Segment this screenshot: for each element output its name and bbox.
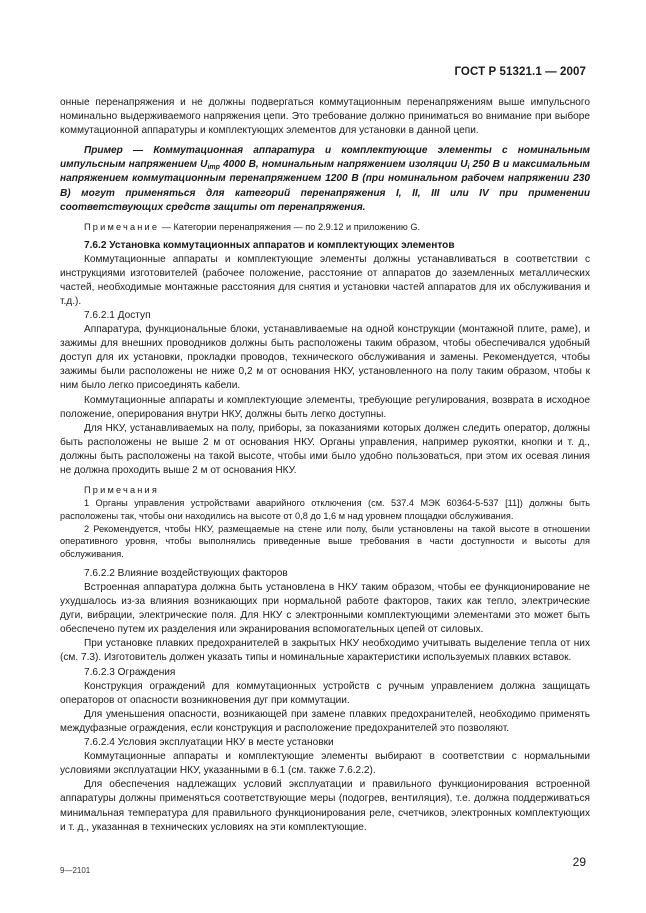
- section-7-6-2-3-title: 7.6.2.3 Ограждения: [84, 666, 176, 678]
- example-part-1: Пример — Коммутационная аппаратура и комплектующие элементы с номинальным импульсным напряжением U: [60, 145, 590, 171]
- section-7-6-2-4-p1: Коммутационные аппараты и комплектующие элементы выбирают в соответствии с нормальными условиями эксплуатации НКУ, указанными в 6.1 (см. также 7.6.2.2).: [60, 751, 590, 777]
- section-7-6-2-2-title: 7.6.2.2 Влияние воздействующих факторов: [84, 567, 288, 579]
- section-7-6-2-1-title: 7.6.2.1 Доступ: [84, 310, 151, 322]
- print-code: 9—2101: [60, 866, 91, 875]
- section-7-6-2-3-p2: Для уменьшения опасности, возникающей при замене плавких предохранителей, необходимо применять междуфазные ограждения, если конструкция и расположение предохранителей это позволяют.: [60, 708, 590, 734]
- note-text: — Категории перенапряжения — по 2.9.12 и приложению G.: [159, 221, 421, 232]
- section-7-6-2-title: 7.6.2 Установка коммутационных аппаратов и комплектующих элементов: [84, 239, 455, 251]
- note-2-wall-floor-mounting: 2 Рекомендуется, чтобы НКУ, размещаемые на стене или полу, были установлены на такой высоте в отношении оперативного уровня, чтобы выполнялись приведенные выше требования в части доступности и высоты для обслуживания.: [60, 523, 590, 560]
- section-7-6-2-text: Коммутационные аппараты и комплектующие элементы должны устанавливаться в соответствии с инструкциями изготовителей (рабочее положение, расстояние от аппаратов до заземленных металлических частей, необходимые монтажные расстояния для снятия и установки частей аппаратов для их обслуживания и т.д.).: [60, 253, 590, 307]
- section-7-6-2-1-p2: Коммутационные аппараты и комплектующие элементы, требующие регулирования, возврата в исходное положение, оперирования внутри НКУ, должны быть легко доступны.: [60, 394, 590, 420]
- section-7-6-2-4-p2: Для обеспечения надлежащих условий эксплуатации и правильного функционирования встроенной аппаратуры должны применяться соответствующие меры (подогрев, вентиляция), т.е. должна поддерживаться минимальная температура для правильного функционирования реле, счетчиков, электронных комплектующих и т. д., указанная в технических условиях на эти комплектующие.: [60, 779, 590, 833]
- section-7-6-2-1-p3: Для НКУ, устанавливаемых на полу, приборы, за показаниями которых должен следить оператор, должны быть расположены не выше 2 м от основания НКУ. Органы управления, например рукоятки, кнопки и т. д., должны быть расположены на такой высоте, чтобы ими было удобно пользоваться, при этом их осевая линия не должна проходить выше 2 м от основания НКУ.: [60, 422, 590, 477]
- page-body: [60, 96, 590, 835]
- section-7-6-2-3-p1: Конструкция ограждений для коммутационных устройств с ручным управлением должна защищать операторов от опасности возникновения дуг при коммутации.: [60, 680, 590, 706]
- example-part-2: 4000 В, номинальным напряжением изоляции U: [219, 159, 468, 171]
- section-7-6-2-2-p1: Встроенная аппаратура должна быть установлена в НКУ таким образом, чтобы ее функционирование не ухудшалось из-за влияния возникающих при нормальной работе факторов, таких как тепло, электрические дуги, вибрации, электрические поля. Для НКУ с электронными комплектующими элементами это может быть обеспечено путем их разделения или экранирования вспомогательных цепей от силовых.: [60, 582, 590, 636]
- example-part-3: 250 В и максимальным напряжением коммутационным перенапряжением 1200 В (при номинальном рабочем напряжении 230 В) могут применяться для категорий перенапряжения I, II, III или IV при применении соответствующих средств защиты от перенапряжения.: [60, 159, 590, 213]
- example-paragraph: [60, 144, 590, 214]
- section-7-6-2-4-title: 7.6.2.4 Условия эксплуатации НКУ в месте установки: [84, 737, 334, 749]
- note-1-emergency-controls: 1 Органы управления устройствами аварийного отключения (см. 537.4 МЭК 60364-5-537 [11]) должны быть расположены так, чтобы они находились на высоте от 0,8 до 1,6 м над уровнем площадки обслуживания.: [60, 497, 590, 521]
- document-id-header: ГОСТ Р 51321.1 — 2007: [454, 66, 586, 78]
- paragraph-continuation: онные перенапряжения и не должны подвергаться коммутационным перенапряжениям выше импульсного номинально выдерживаемого напряжения цепи. Это требование должно приниматься во внимание при выборе коммутационной аппаратуры и комплектующих элементов для установки в данной цепи.: [60, 97, 590, 137]
- page-number: 29: [572, 855, 586, 869]
- notes-label: Примечания: [84, 485, 160, 496]
- note-overvoltage-categories: [60, 221, 590, 234]
- note-label: Примечание: [84, 221, 160, 232]
- section-7-6-2-1-p1: Аппаратура, функциональные блоки, устанавливаемые на одной конструкции (монтажной плите, раме), и зажимы для внешних проводников должны быть расположены таким образом, чтобы обеспечивался удобный доступ для их установки, прокладки проводов, технического обслуживания и замены. Рекомендуется, чтобы зажимы были расположены не ниже 0,2 м от основания НКУ, установленного на полу таким образом, чтобы к ним было легко присоединять кабели.: [60, 324, 590, 392]
- example-sub-imp: imp: [207, 164, 220, 172]
- example-sub-i: i: [467, 164, 470, 172]
- section-7-6-2-2-p2: При установке плавких предохранителей в закрытых НКУ необходимо учитывать выделение тепла от них (см. 7.3). Изготовитель должен указать типы и номинальные характеристики используемых плавких вставок.: [60, 638, 590, 664]
